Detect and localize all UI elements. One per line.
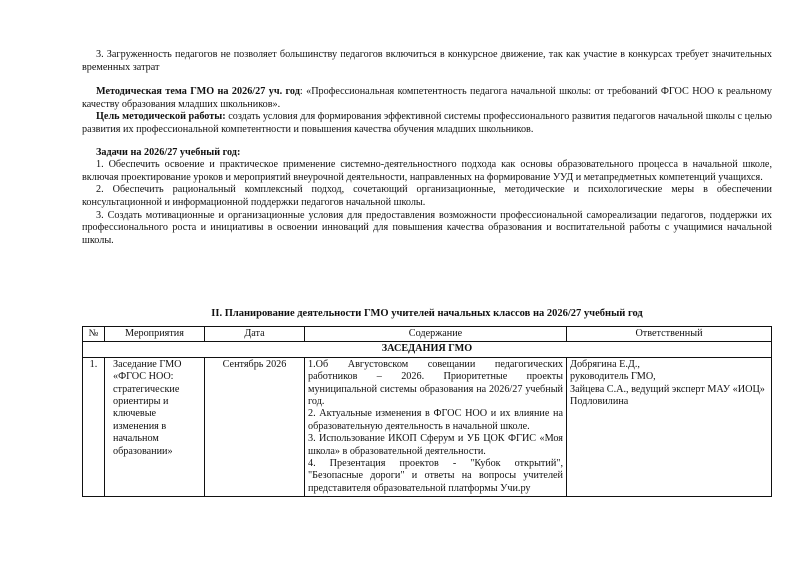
header-responsible: Ответственный	[567, 327, 772, 342]
responsible-line: Зайцева С.А., ведущий эксперт МАУ «ИОЦ» Подловилина	[570, 383, 765, 408]
header-num: №	[83, 327, 105, 342]
row-responsible	[567, 357, 772, 496]
table-header-row	[83, 327, 772, 342]
row-content	[305, 357, 567, 496]
method-goal-text: создать условия для формирования эффективной системы профессионального развития педагогов начальной школы с целью развития их профессиональной компетентности и повышения качества обучения младших школьников.	[82, 111, 772, 135]
method-goal-label: Цель методической работы:	[96, 111, 226, 123]
task-item: 3. Создать мотивационные и организационные условия для предоставления возможности профессиональной самореализации педагогов, поддержки их профессионального роста и инициативы в освоении инноваций для повышения качества образования и воспитательной работы с учащимися начальной школы.	[82, 209, 772, 246]
tasks-title: Задачи на 2026/27 учебный год:	[96, 146, 241, 158]
responsible-line: руководитель ГМО,	[570, 371, 656, 383]
plan-title: II. Планирование деятельности ГМО учителей начальных классов на 2026/27 учебный год	[211, 308, 643, 319]
row-date: Сентябрь 2026	[205, 357, 305, 496]
header-event: Мероприятия	[105, 327, 205, 342]
content-item: 3. Использование ИКОП Сферум и УБ ЦОК ФГИС «Моя школа» в образовательной деятельности.	[308, 433, 563, 457]
section-title: ЗАСЕДАНИЯ ГМО	[83, 342, 772, 357]
method-topic	[82, 86, 772, 111]
content-item: 2. Актуальные изменения в ФГОС НОО и их влияние на образовательную деятельность в начальной школе.	[308, 408, 563, 432]
section-row	[83, 342, 772, 357]
task-item: 1. Обеспечить освоение и практическое применение системно-деятельностного подхода как основы образовательного процесса в начальной школе, включая проектирование уроков и мероприятий внеурочной деятельности, направленных на формирование УУД и метапредметных компетенций учащихся.	[82, 159, 772, 183]
responsible-line: Добрягина Е.Д.,	[570, 358, 640, 370]
task-item: 2. Обеспечить рациональный комплексный подход, сочетающий организационные, методические и психологические меры в обеспечении консультационной и информационной поддержки педагогов начальной школы.	[82, 184, 772, 208]
method-topic-text: : «Профессиональная компетентность педагога начальной школы: от требований ФГОС НОО к реальному качеству образования младших школьников».	[82, 86, 773, 110]
row-number: 1.	[83, 357, 105, 496]
row-event: Заседание ГМО «ФГОС НОО: стратегические ориентиры и ключевые изменения в начальном образовании»	[105, 357, 205, 496]
plan-table	[82, 326, 772, 497]
intro-point-3: 3. Загруженность педагогов не позволяет большинству педагогов включиться в конкурсное движение, так как участие в конкурсах требует значительных временных затрат	[82, 49, 772, 73]
header-date: Дата	[205, 327, 305, 342]
header-content: Содержание	[305, 327, 567, 342]
method-topic-label: Методическая тема ГМО на 2026/27 уч. год	[96, 86, 300, 98]
table-row	[83, 357, 772, 496]
content-item: 4. Презентация проектов - "Кубок открытий", "Безопасные дороги" и ответы на вопросы учителей представителя образовательной платформы Учи.ру	[308, 458, 563, 494]
method-goal	[82, 111, 772, 136]
content-item: 1.Об Августовском совещании педагогических работников – 2026. Приоритетные проекты муниципальной системы образования на 2026/27 учебный год.	[308, 358, 563, 408]
document-body	[82, 49, 772, 247]
